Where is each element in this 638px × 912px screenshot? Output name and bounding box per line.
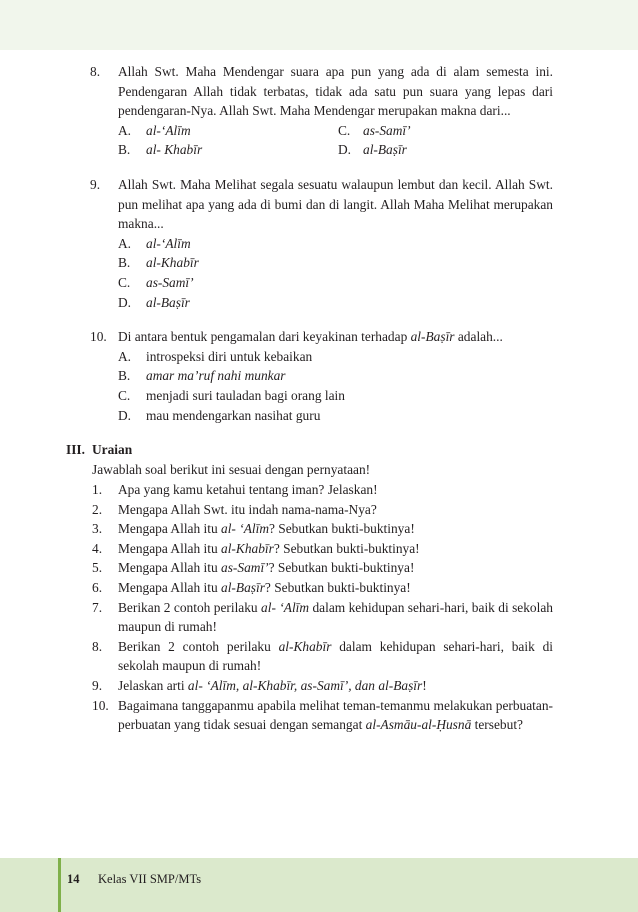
essay-term: al- ‘Alīm [261,599,310,615]
essay-term: al-Baṣīr [221,580,265,596]
essay-text-end: ? Sebutkan bukti-buktinya! [268,560,415,576]
essay-text-start: Berikan 2 contoh perilaku [118,599,262,615]
essay-text [118,500,553,520]
option-text: amar ma’ruf nahi munkar [146,368,286,384]
essay-text-end: ! [422,678,427,694]
option-row [0,386,638,406]
essay-number: 2. [92,501,103,517]
essay-text [118,578,553,598]
option-row [0,273,638,293]
essay-text-start: Mengapa Allah itu [118,580,222,596]
essay-text-start: Mengapa Allah Swt. itu indah nama-nama-Nya? [118,501,377,517]
option-text: al- Khabīr [146,142,203,158]
essay-text-end: dalam kehidupan sehari-hari, baik di sekolah maupun di rumah! [118,638,553,674]
section-heading [0,440,638,460]
essay-item [0,598,638,637]
option-row [0,293,638,313]
option-text: introspeksi diri untuk kebaikan [146,348,313,364]
footer-rule [58,858,61,912]
option-letter: D. [118,407,132,423]
essay-text-start: Mengapa Allah itu [118,560,222,576]
option-letter: B. [118,142,131,158]
essay-number: 5. [92,560,103,576]
option-letter: A. [118,122,132,138]
essay-text-end: dalam kehidupan sehari-hari, baik di sekolah maupun di rumah! [118,599,553,635]
question-number: 10. [90,329,107,345]
section-number: III. [66,442,85,458]
option-letter: D. [118,294,132,310]
essay-item [0,480,638,500]
option-text: al-Baṣīr [363,142,407,158]
essay-number: 3. [92,521,103,537]
essay-text [118,598,553,637]
mc-question-9 [0,175,638,312]
essay-item [0,637,638,676]
question-text: Allah Swt. Maha Melihat segala sesuatu walaupun lembut dan kecil. Allah Swt. pun melihat apa yang ada di bumi dan di langit. Allah Maha Melihat merupakan makna... [118,176,553,232]
essay-text [118,519,553,539]
question-text [118,327,553,347]
essay-text [118,637,553,676]
option-row [0,406,638,426]
page-footer [0,858,638,912]
essay-term: al-Khabīr [221,540,274,556]
option-row [0,366,638,386]
section-instruction: Jawablah soal berikut ini sesuai dengan pernyataan! [92,462,371,478]
essay-text-start: Jelaskan arti [118,678,188,694]
option-text: al-‘Alīm [146,235,191,251]
option-letter: D. [338,142,352,158]
option-letter: C. [338,122,351,138]
essay-text-start: Bagaimana tanggapanmu apabila melihat teman-temanmu melakukan perbuatan-perbuatan yang tidak sesuai dengan semangat [118,697,553,733]
essay-term: al- ‘Alīm [221,521,269,537]
essay-text-end: ? Sebutkan bukti-buktinya! [273,540,420,556]
essay-term: al-Asmāu-al-Ḥusnā [365,717,472,733]
page-number: 14 [67,872,80,886]
essay-number: 1. [92,482,103,498]
essay-number: 8. [92,638,103,654]
book-title: Kelas VII SMP/MTs [98,872,202,886]
essay-text-start: Mengapa Allah itu [118,521,222,537]
option-row [0,121,638,141]
option-letter: B. [118,368,131,384]
essay-text-start: Berikan 2 contoh perilaku [118,638,279,654]
mc-question-10 [0,327,638,425]
section-title: Uraian [92,442,133,458]
option-row [0,253,638,273]
essay-item [0,696,638,735]
option-letter: C. [118,387,131,403]
option-row [0,140,638,160]
essay-item [0,578,638,598]
essay-item [0,500,638,520]
essay-term: as-Samī’ [221,560,269,576]
option-letter: B. [118,255,131,271]
option-letter: C. [118,274,131,290]
option-text: as-Samī’ [363,122,411,138]
question-term: al-Baṣīr [410,329,455,345]
essay-text [118,676,553,696]
question-text-start: Di antara bentuk pengamalan dari keyakinan terhadap [118,329,411,345]
essay-term: al- ‘Alīm, al-Khabīr, as-Samī’, dan al-Baṣīr [187,678,423,694]
essay-text-start: Mengapa Allah itu [118,540,222,556]
option-text: as-Samī’ [146,274,194,290]
essay-number: 6. [92,580,103,596]
page-content [0,62,638,735]
question-number: 9. [90,176,101,192]
question-text-end: adalah... [454,329,503,345]
essay-number: 9. [92,678,103,694]
essay-item [0,558,638,578]
essay-text-end: tersebut? [471,717,523,733]
option-text: mau mendengarkan nasihat guru [146,407,321,423]
option-text: al-Khabīr [146,255,199,271]
essay-text-end: ? Sebutkan bukti-buktinya! [269,521,415,537]
essay-list [0,480,638,735]
essay-text [118,480,553,500]
option-letter: A. [118,235,132,251]
question-number: 8. [90,64,101,79]
mc-question-8 [0,62,638,160]
essay-text-end: ? Sebutkan bukti-buktinya! [264,580,411,596]
question-text: Allah Swt. Maha Mendengar suara apa pun yang ada di alam semesta ini. Pendengaran Allah tidak terbatas, tidak ada satu pun suara yang lepas dari pendengaran-Nya. Allah Swt. Maha Mendengar merupakan makna dari... [118,64,553,119]
option-letter: A. [118,348,132,364]
top-band [0,0,638,50]
option-row [0,347,638,367]
essay-text-start: Apa yang kamu ketahui tentang iman? Jelaskan! [118,482,378,498]
essay-item [0,519,638,539]
essay-item [0,539,638,559]
essay-number: 4. [92,540,103,556]
essay-term: al-Khabīr [278,638,332,654]
essay-text [118,558,553,578]
essay-text [118,539,553,559]
option-text: menjadi suri tauladan bagi orang lain [146,387,345,403]
option-text: al-Baṣīr [146,294,190,310]
essay-number: 7. [92,599,103,615]
option-row [0,234,638,254]
essay-number: 10. [92,697,109,713]
essay-text [118,696,553,735]
option-text: al-‘Alīm [146,122,191,138]
essay-item [0,676,638,696]
